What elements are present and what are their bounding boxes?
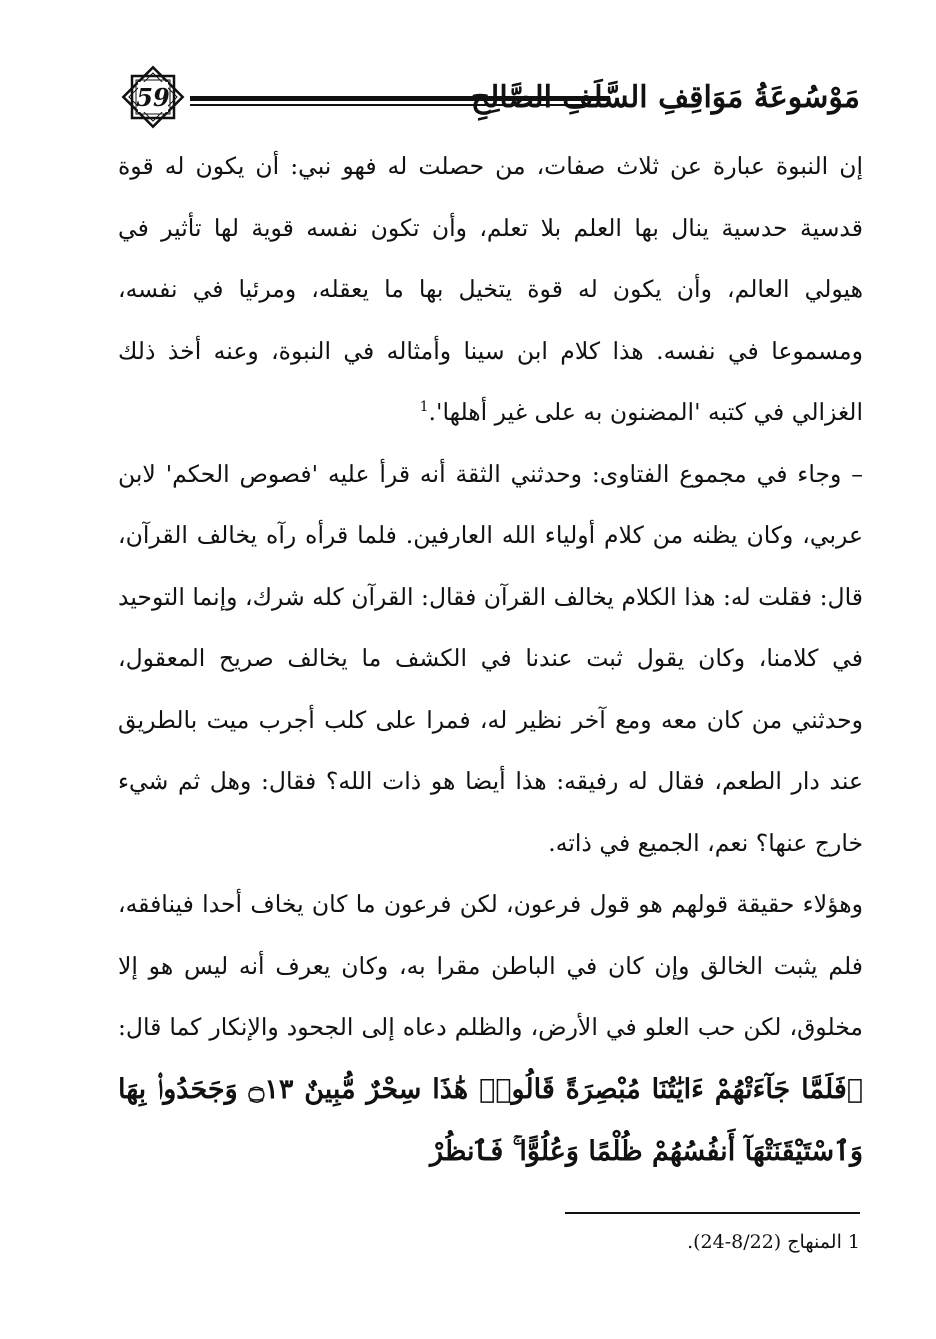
- paragraph: [118, 874, 863, 1184]
- series-title: مَوْسُوعَةُ مَوَاقِفِ السَّلَفِ الصَّالِحِ: [470, 80, 860, 115]
- page-number-badge: [118, 62, 188, 132]
- paragraph-text: وهؤلاء حقيقة قولهم هو قول فرعون، لكن فرعون ما كان يخاف أحدا فينافقه، فلم يثبت الخالق وإن كان في الباطن مقرا به، وكان يعرف أنه ليس هو إلا مخلوق، لكن حب العلو في الأرض، والظلم دعاه إلى الجحود والإنكار كما قال:: [118, 890, 863, 1041]
- page-number: 59: [136, 82, 170, 112]
- quran-verse: ﴿فَلَمَّا جَآءَتْهُمْ ءَايَٰتُنَا مُبْصِرَةً قَالُوا۟ هَٰذَا سِحْرٌ مُّبِينٌ ۝١٣ وَجَحَدُوا۟ بِهَا وَٱسْتَيْقَنَتْهَآ أَنفُسُهُمْ ظُلْمًا وَعُلُوًّا ۚ فَٱنظُرْ: [118, 1073, 864, 1167]
- paragraph: [118, 444, 863, 875]
- paragraph: [118, 136, 863, 444]
- body-text: [118, 136, 863, 1184]
- footnote-reference: 1: [419, 399, 429, 416]
- paragraph-text: إن النبوة عبارة عن ثلاث صفات، من حصلت له فهو نبي: أن يكون له قوة قدسية حدسية ينال بها العلم بلا تعلم، وأن تكون نفسه قوية لها تأثير في هيولي العالم، وأن يكون له قوة يتخيل بها ما يعقله، ومرئيا في نفسه، ومسموعا في نفسه. هذا كلام ابن سينا وأمثاله في النبوة، وعنه أخذ ذلك الغزالي في كتبه 'المضنون به على غير أهلها'.: [118, 152, 863, 426]
- footnote-number: 1: [847, 1231, 860, 1253]
- paragraph-text: – وجاء في مجموع الفتاوى: وحدثني الثقة أنه قرأ عليه 'فصوص الحكم' لابن عربي، وكان يظنه من كلام أولياء الله العارفين. فلما قرأه رآه يخالف القرآن، قال: فقلت له: هذا الكلام يخالف القرآن فقال: القرآن كله شرك، وإنما التوحيد في كلامنا، وكان يقول ثبت عندنا في الكشف ما يخالف صريح المعقول، وحدثني من كان معه ومع آخر نظير له، فمرا على كلب أجرب ميت بالطريق عند دار الطعم، فقال له رفيقه: هذا أيضا هو ذات الله؟ فقال: وهل ثم شيء خارج عنها؟ نعم، الجميع في ذاته.: [118, 459, 863, 857]
- footnote-separator: [565, 1212, 860, 1214]
- footnote: [400, 1228, 860, 1256]
- footnote-text: المنهاج (8/22-24).: [687, 1231, 842, 1253]
- page-header: [110, 58, 860, 138]
